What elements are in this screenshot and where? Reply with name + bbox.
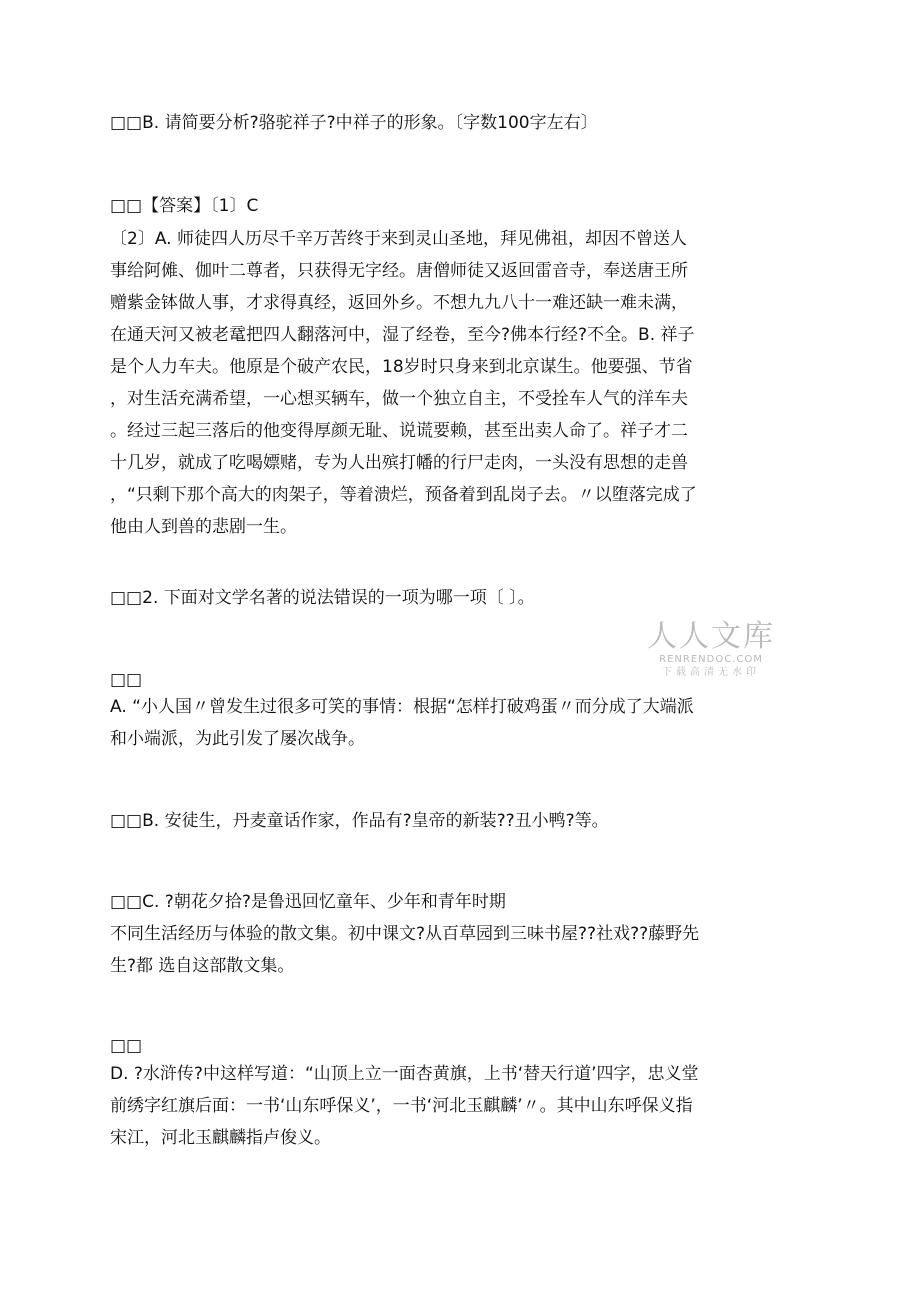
option-a-line: A. “小人国〃曾发生过很多可笑的事情：根据“怎样打破鸡蛋〃而分成了大端派 <box>110 697 694 717</box>
answer-line: 在通天河又被老鼋把四人翻落河中，湿了经卷，至今?佛本行经?不全。B. 祥子 <box>110 325 695 345</box>
answer-line: 。经过三起三落后的他变得厚颜无耻、说谎要赖，甚至出卖人命了。祥子才二 <box>110 421 688 441</box>
question-2: □□2. 下面对文学名著的说法错误的一项为哪一项〔 〕。 <box>110 588 535 608</box>
answer-line: ，“只剩下那个高大的肉架子，等着溃烂，预备着到乱岗子去。〃以堕落完成了 <box>110 485 697 505</box>
answer-heading: □□【答案】〔1〕C <box>110 196 259 216</box>
question-1b: □□B. 请简要分析?骆驼祥子?中祥子的形象。〔字数100字左右〕 <box>110 113 598 133</box>
option-d-line: 宋江，河北玉麒麟指卢俊义。 <box>110 1128 331 1148</box>
answer-line: 〔2〕A. 师徒四人历尽千辛万苦终于来到灵山圣地，拜见佛祖，却因不曾送人 <box>110 229 687 249</box>
answer-line: ，对生活充满希望，一心想买辆车，做一个独立自主，不受拴车人气的洋车夫 <box>110 389 688 409</box>
option-a-line: 和小端派，为此引发了屡次战争。 <box>110 729 365 749</box>
option-c-line: 生?都 选自这部散文集。 <box>110 956 295 976</box>
answer-body <box>110 223 810 543</box>
option-b: □□B. 安徒生，丹麦童话作家，作品有?皇帝的新装??丑小鸭?等。 <box>110 811 609 831</box>
option-d <box>110 1058 810 1154</box>
answer-line: 他由人到兽的悲剧一生。 <box>110 517 297 537</box>
option-c-line: 不同生活经历与体验的散文集。初中课文?从百草园到三味书屋??社戏??藤野先 <box>110 924 700 944</box>
answer-line: 事给阿傩、伽叶二尊者，只获得无字经。唐僧师徒又返回雷音寺，奉送唐王所 <box>110 261 688 281</box>
option-d-line: 前绣字红旗后面：一书‘山东呼保义’，一书‘河北玉麒麟’〃。其中山东呼保义指 <box>110 1096 693 1116</box>
answer-line: 赠紫金钵做人事，才求得真经，返回外乡。不想九九八十一难还缺一难未满， <box>110 293 688 313</box>
option-a-mark: □□ <box>110 670 143 690</box>
option-c-line: □□C. ?朝花夕拾?是鲁迅回忆童年、少年和青年时期 <box>110 892 506 912</box>
watermark-site: RENRENDOC.COM <box>659 654 763 665</box>
option-d-line: D. ?水浒传?中这样写道：“山顶上立一面杏黄旗，上书‘替天行道’四字，忠义堂 <box>110 1064 699 1084</box>
option-d-mark: □□ <box>110 1036 143 1056</box>
watermark-tagline: 下载高清无水印 <box>662 667 760 678</box>
option-c <box>110 886 810 982</box>
answer-line: 是个人力车夫。他原是个破产农民，18岁时只身来到北京谋生。他要强、节省 <box>110 357 693 377</box>
watermark-title: 人人文库 <box>647 619 775 654</box>
answer-line: 十几岁，就成了吃喝嫖赌，专为人出殡打幡的行尸走肉，一头没有思想的走兽 <box>110 453 688 473</box>
option-a <box>110 691 810 755</box>
